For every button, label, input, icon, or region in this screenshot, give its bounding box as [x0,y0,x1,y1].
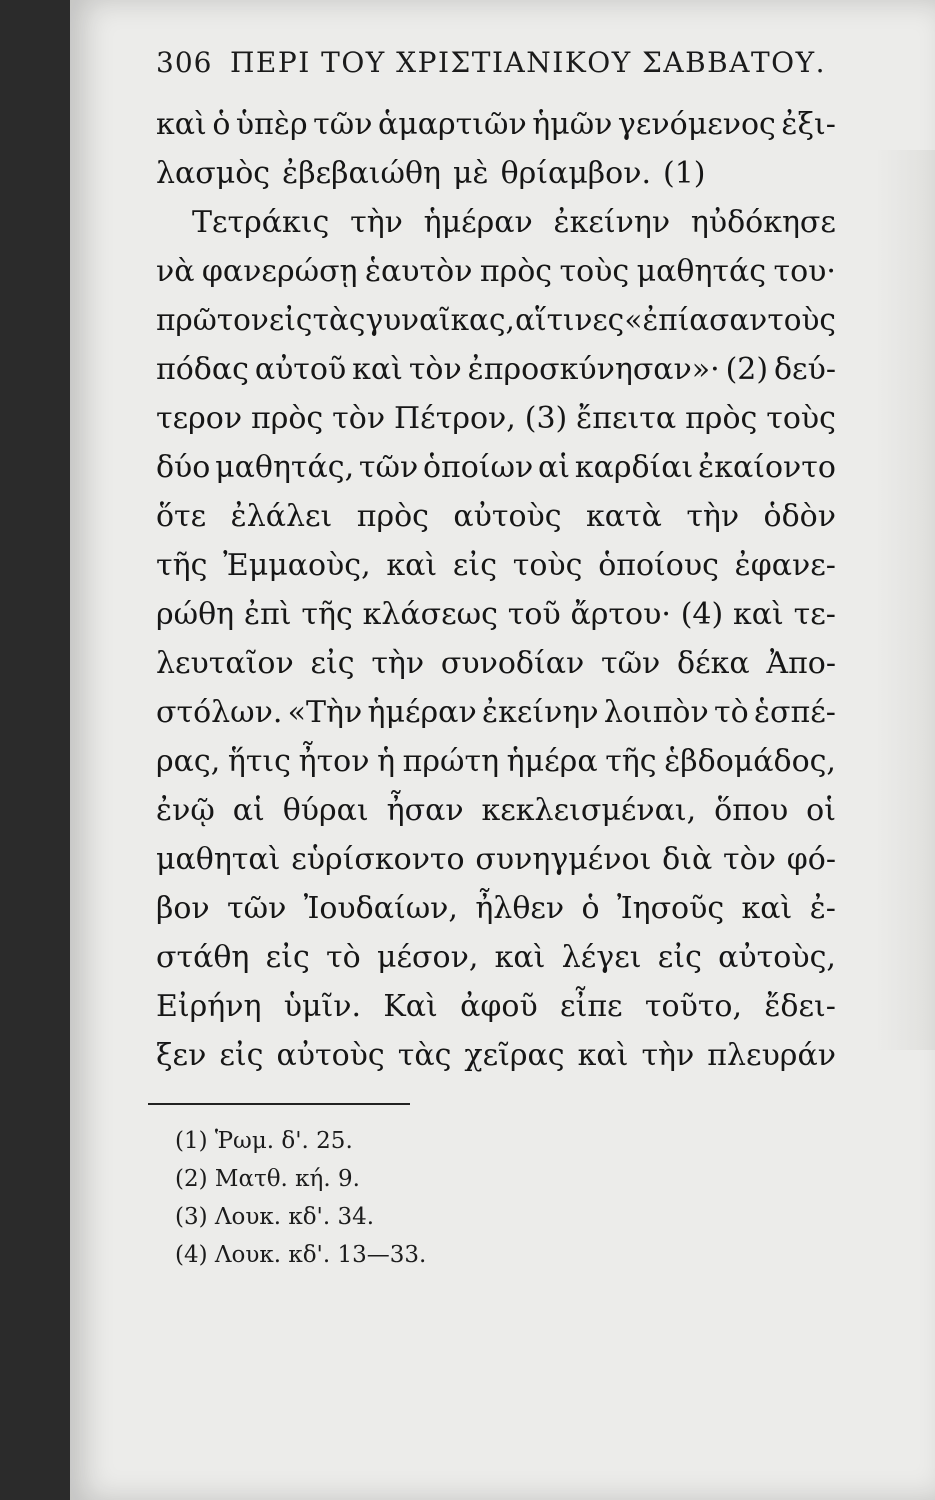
word: τὸν [408,352,462,387]
word: τῆς [605,744,657,779]
word: γενόμενος [617,107,776,142]
word: ἦσαν [386,793,464,828]
word: (1) [663,156,706,191]
word: ἐπὶ [243,597,292,632]
word: ηὐδόκησε [690,205,836,240]
word: ἐκαίοντο [698,450,836,485]
word: λευταῖον [156,646,294,681]
word: αἵτινες [515,303,625,337]
word: ἦτον [298,744,370,779]
word: ἑαυτὸν [364,254,473,289]
text-line [156,737,836,786]
word: (4) [680,597,724,632]
word: ἔδει- [764,989,836,1024]
word: στάθη [156,940,250,975]
word: συνηγμένοι [475,842,652,877]
word: δεύ- [774,352,836,387]
word: κλάσεως [362,597,498,632]
word: Ἰησοῦς [616,891,725,926]
word: εἰς [265,940,310,975]
word: εἰς [310,646,355,681]
text-line [156,345,836,394]
word: λέγει [561,940,642,975]
word: στόλων. [156,695,283,730]
word: ἐπροσκύνησαν»· [467,352,720,387]
word: ἡμέραν [367,695,477,730]
running-header [156,46,826,86]
word: αὐτοῦ [254,352,347,387]
word: καὶ [733,597,784,632]
word: ὑμῖν. [283,989,362,1024]
text-line [156,639,836,688]
word: τοῦτο, [644,989,743,1024]
text-line [156,541,836,590]
word: τῶν [358,450,419,485]
word: Ἐμμαοὺς, [223,548,371,583]
word: αἱ [232,793,265,828]
word: πλευράν [707,1038,836,1073]
word: ἔπειτα [576,401,677,436]
word: καὶ [386,548,438,583]
word: τε- [793,597,836,632]
word: εἶπε [560,989,623,1024]
word: Πέτρον, [394,401,516,436]
word: πρῶτον [156,303,269,337]
word: συνοδίαν [440,646,585,681]
word: τὴν [686,499,740,534]
word: ὁ [212,107,231,142]
word: οἱ [806,793,836,828]
word: πρὸς [479,254,553,289]
word: πρώτη [402,744,500,779]
text-line [156,982,836,1031]
word: τὰς [312,303,366,337]
word: τερον [156,401,243,436]
word: καὶ [741,891,793,926]
word: θρίαμβον. [500,156,651,191]
word: τὴν [350,205,403,240]
word: ὁ [581,891,600,926]
word: ἐφανε- [734,548,836,583]
footnote-3: (3) Λουκ. κδ'. 34. [175,1204,375,1230]
word: Ἰουδαίων, [303,891,458,926]
word: ὁποίους [598,548,719,583]
word: μαθητάς, [215,450,355,485]
footnote-rule [148,1103,410,1105]
word: ἁμαρτιῶν [377,107,527,142]
word: αὐτοὺς [453,499,562,534]
word: κατὰ [586,499,662,534]
word: ἀφοῦ [460,989,538,1024]
word: πόδας [156,352,249,387]
text-line [156,492,836,541]
word: τοῦ [507,597,561,632]
word: αὐτοὺς [276,1038,385,1073]
word: Εἰρήνη [156,989,262,1024]
text-line [156,1031,836,1080]
word: καὶ [352,352,403,387]
word: πρὸς [685,401,758,436]
word: πρὸς [251,401,324,436]
word: λασμὸς [156,156,271,191]
word: λοιπὸν [603,695,709,730]
word: τοὺς [767,303,836,337]
word: τῶν [313,107,373,142]
word: φανερώσῃ [201,254,358,289]
word: τῶν [227,891,287,926]
word: (2) [725,352,769,387]
word: καὶ [577,1038,629,1073]
word: μαθητάς [636,254,767,289]
running-title: ΠΕΡΙ ΤΟΥ ΧΡΙΣΤΙΑΝΙΚΟΥ ΣΑΒΒΑΤΟΥ. [230,46,826,79]
text-line [156,296,836,345]
footnote-1: (1) Ῥωμ. δ'. 25. [175,1128,353,1154]
word: ἐκείνην [553,205,671,240]
text-line [156,198,836,247]
word: μὲ [452,156,489,191]
word: ἐνῷ [156,793,215,828]
word: ἑβδομάδος, [664,744,836,779]
word: τὸν [332,401,386,436]
word: ἦλθεν [475,891,565,926]
word: ἄρτου· [570,597,671,632]
footnotes [175,1122,575,1274]
word: τοὺς [512,548,583,583]
word: ρώθη [156,597,235,632]
word: ὁποίων [422,450,534,485]
word: καρδίαι [574,450,694,485]
word: εἰς [269,303,313,337]
text-line [156,933,836,982]
text-line [156,247,836,296]
word: καὶ [494,940,546,975]
text-line [156,149,836,198]
text-line [156,100,836,149]
word: ὅτε [156,499,207,534]
word: αὐτοὺς, [718,940,836,975]
word: εὑρίσκοντο [291,842,465,877]
word: ἐ- [809,891,836,926]
word: πρὸς [356,499,429,534]
word: τὸ [326,940,361,975]
word: διὰ [662,842,713,877]
text-line [156,835,836,884]
word: μαθηταὶ [156,842,281,877]
word: τοὺς [559,254,630,289]
word: εἰς [452,548,497,583]
word: εἰς [219,1038,264,1073]
text-line [156,394,836,443]
word: βον [156,891,210,926]
word: του· [773,254,836,289]
word: ξεν [156,1038,207,1073]
word: τῶν [600,646,661,681]
word: τὰς [397,1038,452,1073]
word: τῆς [156,548,208,583]
footnote-2: (2) Ματθ. κή. 9. [175,1166,360,1192]
word: ὁδὸν [763,499,836,534]
page-shadow [875,150,935,1050]
word: γυναῖκας, [365,303,515,337]
word: τῆς [301,597,353,632]
text-line [156,443,836,492]
word: «Τὴν [287,695,363,730]
word: θύραι [282,793,369,828]
word: τὸν [723,842,776,877]
word: ἡμέρα [506,744,598,779]
word: ἥτις [227,744,291,779]
word: ἐλάλει [230,499,333,534]
word: ἡ [377,744,396,779]
word: ἡμέραν [423,205,533,240]
word: ἐβεβαιώθη [282,156,441,191]
word: τὴν [371,646,425,681]
page-number: 306 [156,46,213,79]
word: δύο [156,450,211,485]
word: κεκλεισμέναι, [481,793,697,828]
word: Καὶ [383,989,438,1024]
word: Ἀπο- [766,646,836,681]
word: ἐκείνην [481,695,599,730]
text-line [156,786,836,835]
word: Τετράκις [192,205,330,240]
word: χεῖρας [464,1038,565,1073]
body-text [156,100,836,1080]
word: τὸ [714,695,749,730]
text-line [156,590,836,639]
word: τὴν [641,1038,695,1073]
word: ἐξι- [781,107,836,142]
word: δέκα [677,646,750,681]
word: «ἐπίασαν [624,303,768,337]
word: μέσον, [377,940,479,975]
word: ρας, [156,744,221,779]
word: (3) [524,401,568,436]
word: καὶ [156,107,207,142]
text-line [156,688,836,737]
footnote-4: (4) Λουκ. κδ'. 13—33. [175,1242,427,1268]
word: τοὺς [766,401,836,436]
word: ὑπὲρ [235,107,308,142]
word: αἱ [538,450,571,485]
word: ὅπου [714,793,789,828]
text-line [156,884,836,933]
word: φό- [786,842,836,877]
word: νὰ [156,254,195,289]
word: ἑσπέ- [753,695,836,730]
word: ἡμῶν [532,107,613,142]
word: εἰς [657,940,702,975]
